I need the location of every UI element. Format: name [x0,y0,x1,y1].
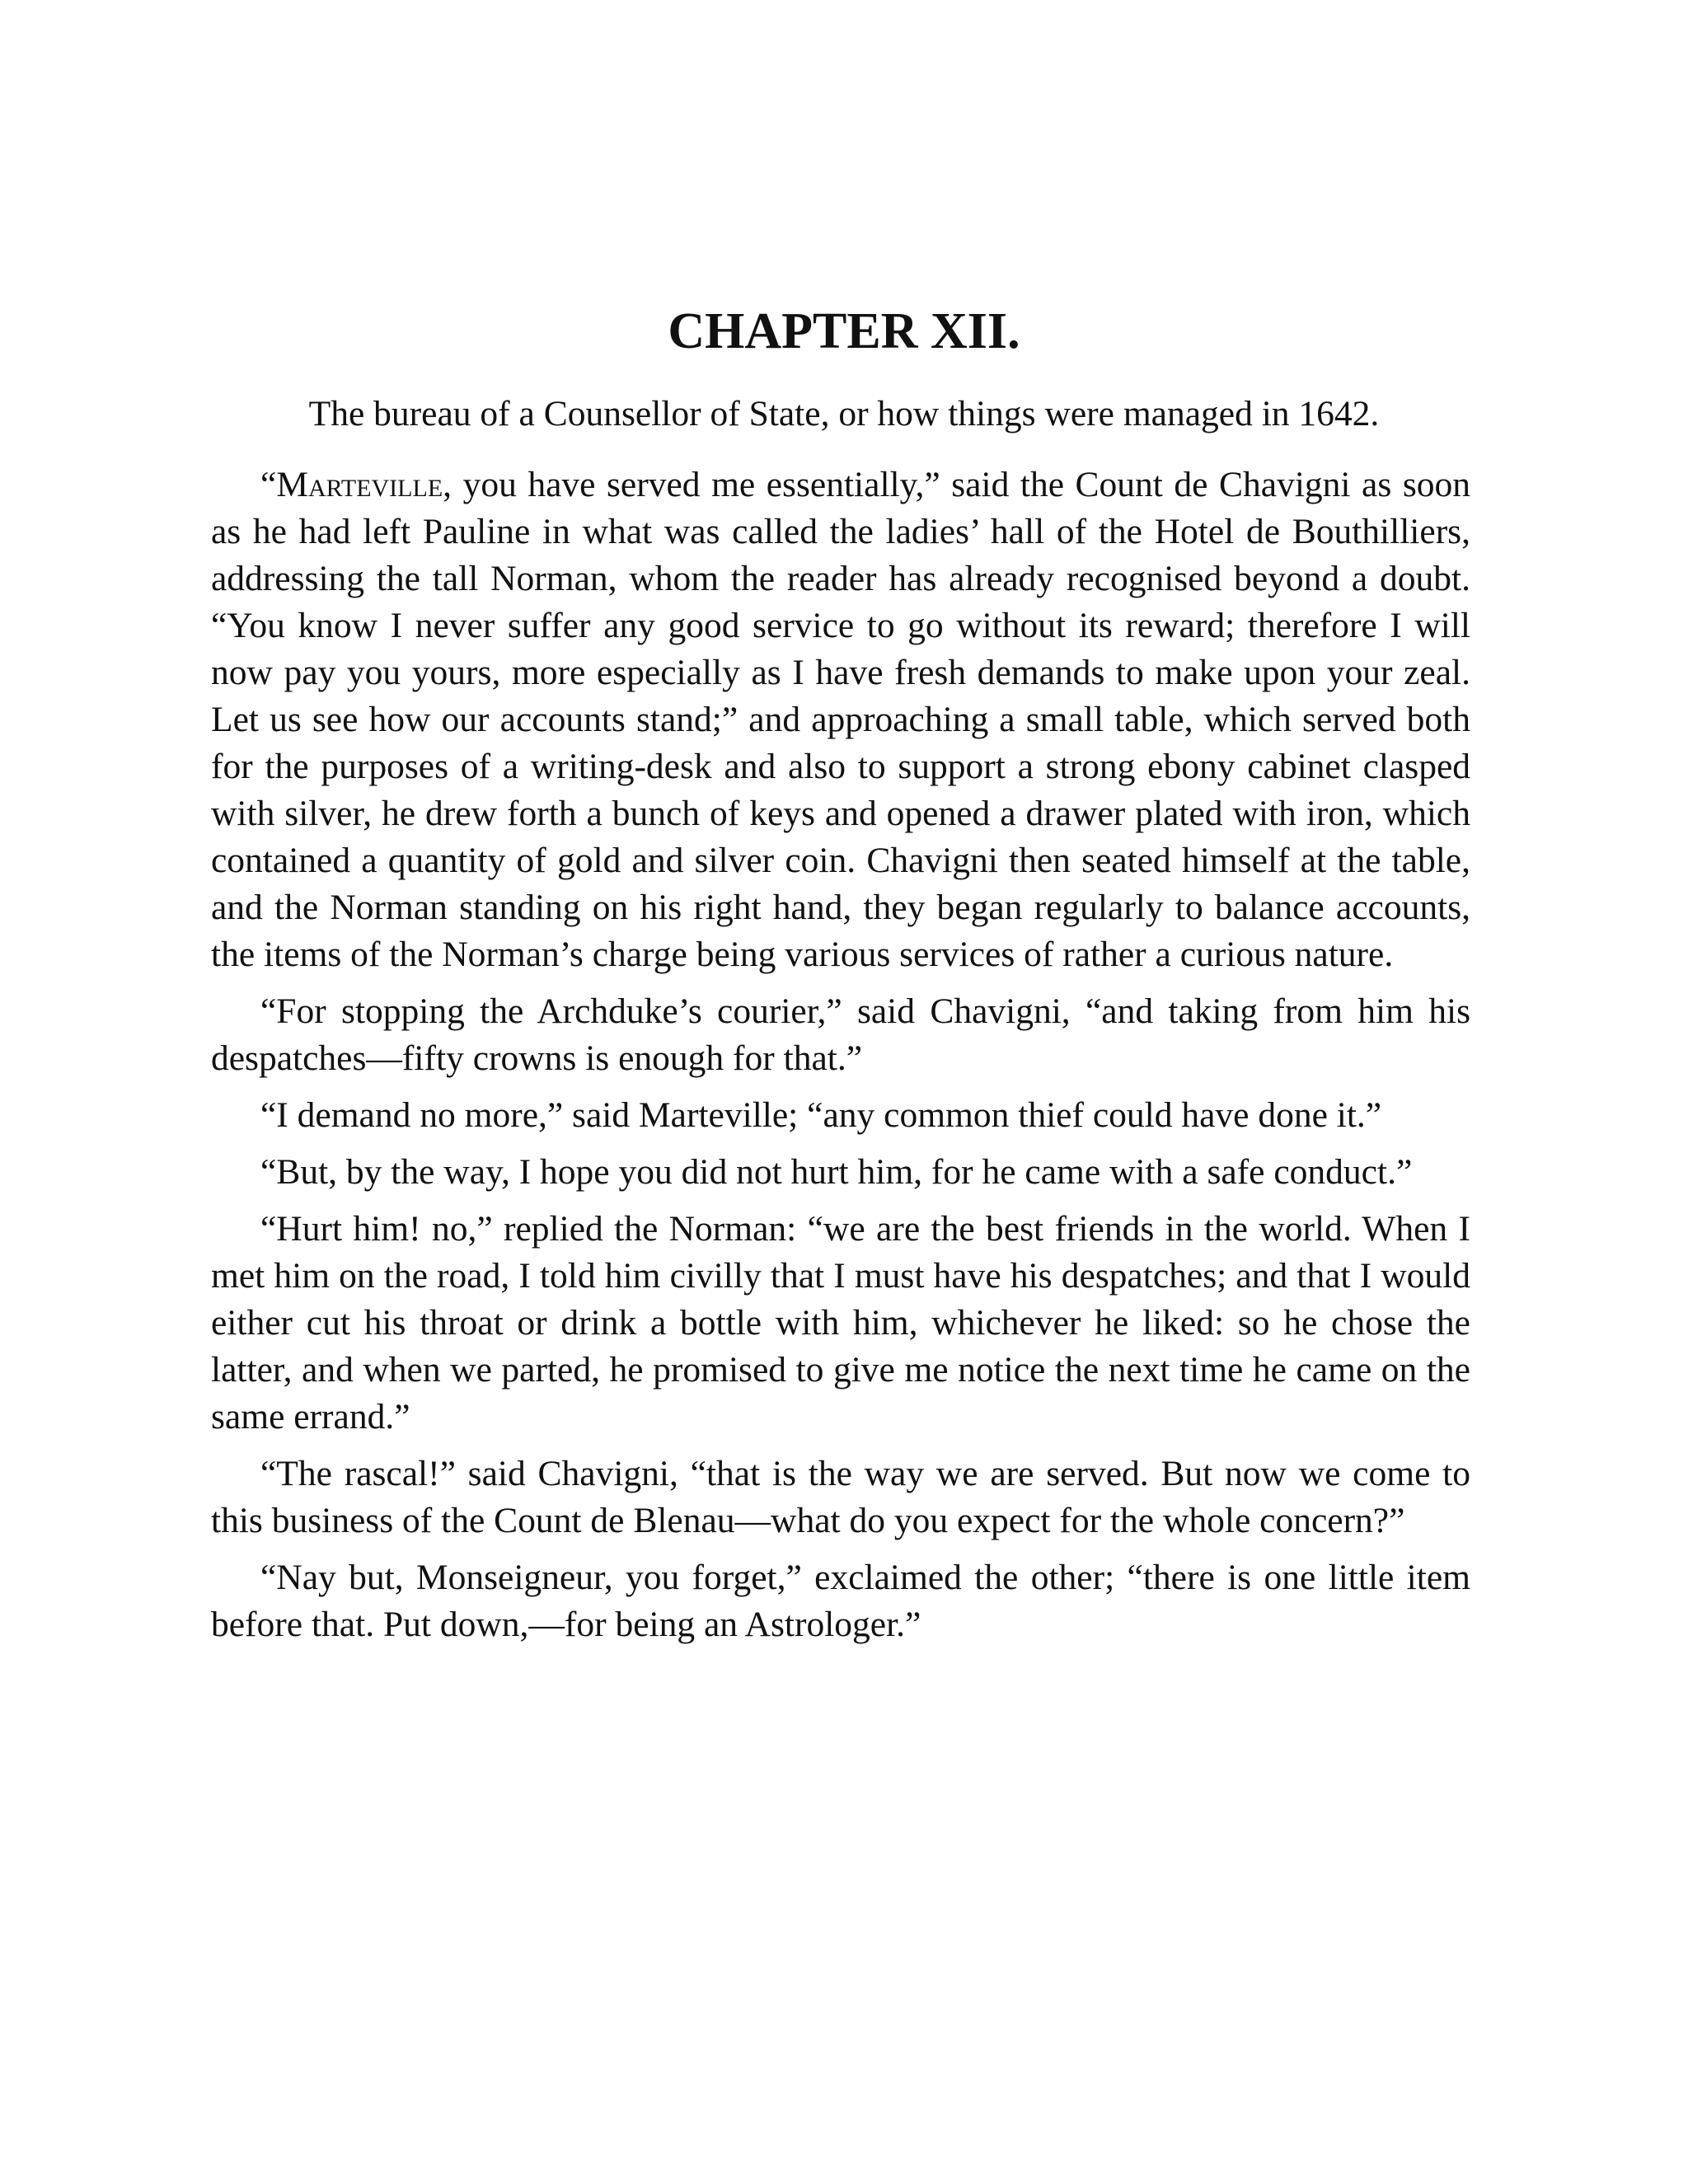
paragraph-1 [211,462,1470,978]
paragraph-2: “For stopping the Archduke’s courier,” said Chavigni, “and taking from him his despatches—fifty crowns is enough for that.” [211,991,1470,1078]
lead-word: Marteville [276,465,443,504]
paragraph-7: “Nay but, Monseigneur, you forget,” exclaimed the other; “there is one little item before that. Put down,—for being an Astrologer.” [211,1558,1470,1644]
paragraph-1-text: , you have served me essentially,” said the Count de Chavigni as soon as he had left Pauline in what was called the ladies’ hall of the Hotel de Bouthilliers, addressing the tall Norman, whom the reader has already recognised beyond a doubt. “You know I never suffer any good service to go without its reward; therefore I will now pay you yours, more especially as I have fresh demands to make upon your zeal. Let us see how our accounts stand;” and approaching a small table, which served both for the purposes of a writing-desk and also to support a strong ebony cabinet clasped with silver, he drew forth a bunch of keys and opened a drawer plated with iron, which contained a quantity of gold and silver coin. Chavigni then seated himself at the table, and the Norman standing on his right hand, they began regularly to balance accounts, the items of the Norman’s charge being various services of rather a curious nature. [211,465,1470,974]
chapter-title: CHAPTER XII. [668,303,1020,359]
paragraph-5: “Hurt him! no,” replied the Norman: “we are the best friends in the world. When I met him on the road, I told him civilly that I must have his despatches; and that I would either cut his throat or drink a bottle with him, whichever he liked: so he chose the latter, and when we parted, he promised to give me notice the next time he came on the same errand.” [211,1209,1470,1436]
paragraph-6: “The rascal!” said Chavigni, “that is the way we are served. But now we come to this business of the Count de Blenau—what do you expect for the whole concern?” [211,1454,1470,1540]
chapter-body [211,462,1470,1658]
paragraph-3: “I demand no more,” said Marteville; “any common thief could have done it.” [260,1095,1382,1135]
paragraph-4: “But, by the way, I hope you did not hurt him, for he came with a safe conduct.” [260,1152,1413,1192]
opening-quote: “ [260,465,277,504]
chapter-subtitle: The bureau of a Counsellor of State, or how things were managed in 1642. [308,394,1380,434]
